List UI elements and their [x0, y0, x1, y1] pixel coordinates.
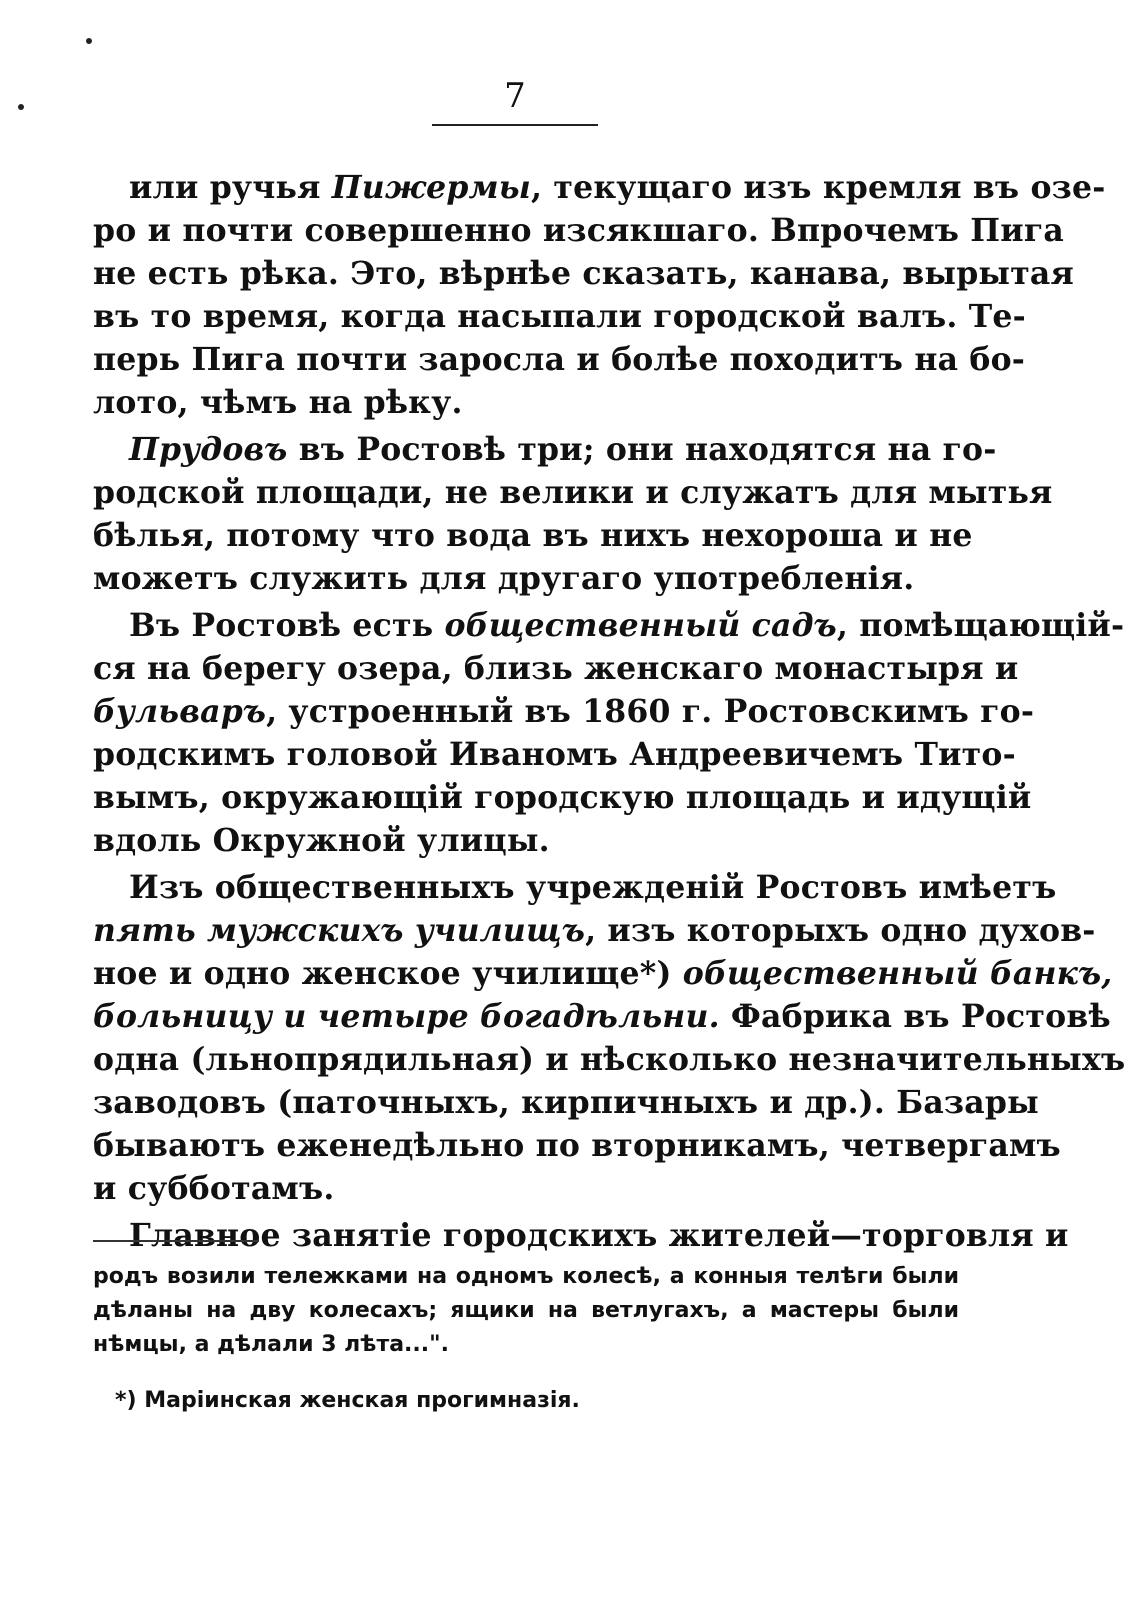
text-run: лото, чѣмъ на рѣку.	[93, 384, 463, 421]
text-line	[93, 295, 1026, 338]
text-line	[93, 776, 1032, 819]
text-run: вымъ, окружающій городскую площадь и идущій	[93, 779, 1032, 816]
text-line	[93, 866, 1057, 909]
text-run: въ Ростовѣ три; они находятся на го-	[287, 431, 997, 468]
text-line	[93, 819, 959, 862]
paragraph	[93, 166, 1106, 424]
text-line	[93, 1214, 1069, 1257]
text-line	[93, 514, 973, 557]
text-run: вдоль Окружной улицы.	[93, 822, 550, 859]
text-run: ся на берегу озера, близь женскаго монастыря и	[93, 650, 1019, 687]
italic-run: Прудовъ	[129, 431, 288, 468]
italic-run: общественный банкъ,	[682, 955, 1113, 992]
paragraph	[93, 604, 1125, 862]
italic-run: общественный садъ	[444, 607, 837, 644]
scan-speck	[18, 104, 24, 110]
footnote-asterisk: *) Маріинская женская прогимназія.	[115, 1388, 580, 1413]
text-run: можетъ служить для другаго употребленія.	[93, 560, 915, 597]
text-line	[93, 557, 959, 600]
text-line	[93, 381, 959, 424]
text-line	[93, 1038, 1126, 1081]
text-run: не есть рѣка. Это, вѣрнѣе сказать, канава, вырытая	[93, 255, 1075, 292]
text-line	[93, 338, 1026, 381]
text-run: родской площади, не велики и служатъ для мытья	[93, 474, 1053, 511]
text-line	[93, 471, 1053, 514]
text-run: , изъ которыхъ одно духов-	[585, 912, 1096, 949]
text-line	[93, 733, 1016, 776]
text-run: перь Пига почти заросла и болѣе походитъ на бо-	[93, 341, 1026, 378]
footnote-continuation-line: нѣмцы, а дѣлали 3 лѣта...".	[93, 1332, 449, 1357]
text-line	[93, 690, 1035, 733]
text-line	[93, 166, 1106, 209]
italic-run: больницу и четыре богадѣльни.	[93, 998, 720, 1035]
footnote-continuation-line: дѣланы на дву колесахъ; ящики на ветлугахъ, а мастеры были	[93, 1298, 959, 1323]
text-line	[93, 1124, 1061, 1167]
text-run: ное и одно женское училище*)	[93, 955, 683, 992]
text-line	[93, 995, 1111, 1038]
text-line	[93, 952, 1113, 995]
text-run: Фабрика въ Ростовѣ	[719, 998, 1111, 1035]
text-run: Въ Ростовѣ есть	[129, 607, 445, 644]
text-run: въ то время, когда насыпали городской валъ. Те-	[93, 298, 1026, 335]
text-line	[93, 1081, 1039, 1124]
italic-run: бульваръ	[93, 693, 267, 730]
italic-run: пять мужскихъ училищъ	[93, 912, 586, 949]
paragraph	[93, 866, 1126, 1210]
text-run: родскимъ головой Иваномъ Андреевичемъ Тито-	[93, 736, 1016, 773]
paragraph	[93, 428, 1053, 600]
text-line	[93, 209, 1064, 252]
text-run: и субботамъ.	[93, 1170, 335, 1207]
text-run: , помѣщающій-	[836, 607, 1125, 644]
paragraph	[93, 1214, 1069, 1257]
text-run: , устроенный въ 1860 г. Ростовскимъ го-	[266, 693, 1035, 730]
footnote-continuation-line: родъ возили тележками на одномъ колесѣ, а конныя телѣги были	[93, 1264, 959, 1289]
text-line	[93, 252, 1075, 295]
footnote-rule	[93, 1240, 259, 1242]
text-run: , текущаго изъ кремля въ озе-	[531, 169, 1106, 206]
text-line	[93, 1167, 959, 1210]
italic-run: Пижермы	[331, 169, 532, 206]
body-text	[93, 166, 1126, 1257]
text-line	[93, 647, 1019, 690]
text-run: бываютъ еженедѣльно по вторникамъ, четвергамъ	[93, 1127, 1061, 1164]
text-run: Изъ общественныхъ учрежденій Ростовъ имѣетъ	[129, 869, 1057, 906]
text-run: одна (льнопрядильная) и нѣсколько незначительныхъ	[93, 1041, 1126, 1078]
text-line	[93, 909, 1096, 952]
text-run: или ручья	[129, 169, 332, 206]
text-line	[93, 604, 1125, 647]
header-rule	[432, 124, 598, 126]
text-line	[93, 428, 997, 471]
footnotes	[93, 1260, 959, 1418]
text-run: заводовъ (паточныхъ, кирпичныхъ и др.). Базары	[93, 1084, 1039, 1121]
page-number: 7	[504, 76, 526, 116]
scan-speck	[86, 38, 92, 44]
text-run: бѣлья, потому что вода въ нихъ нехороша и не	[93, 517, 973, 554]
text-run: ро и почти совершенно изсякшаго. Впрочемъ Пига	[93, 212, 1064, 249]
text-run: Главное занятіе городскихъ жителей—торговля и	[129, 1217, 1069, 1254]
